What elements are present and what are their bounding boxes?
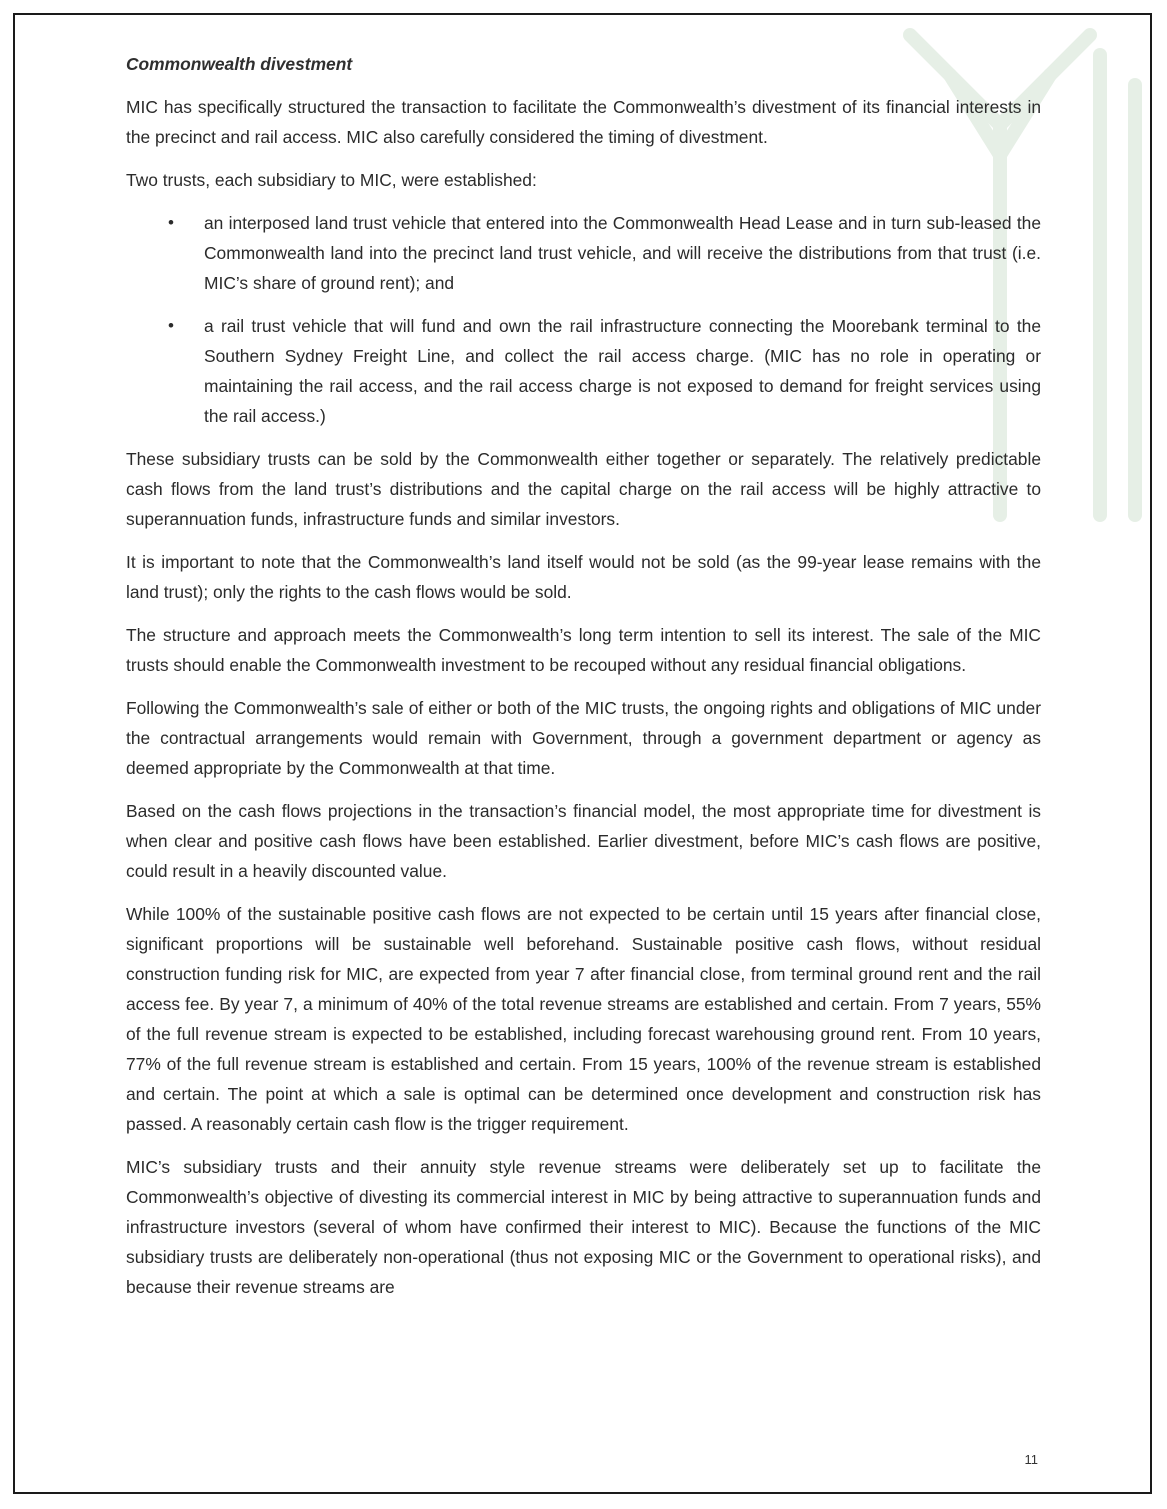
bullet-text: a rail trust vehicle that will fund and own the rail infrastructure connecting the Moorebank terminal to the Southern Sydney Freight Line, and collect the rail access charge. (MIC has no role in operating or maintaining the rail access, and the rail access charge is not exposed to demand for freight services using the rail access.) (204, 316, 1041, 426)
paragraph: These subsidiary trusts can be sold by the Commonwealth either together or separately. The relatively predictable cash flows from the land trust’s distributions and the capital charge on the rail access will be highly attractive to superannuation funds, infrastructure funds and similar investors. (126, 449, 1041, 529)
document-body (126, 49, 1041, 1315)
bullet-dot-icon: • (168, 316, 174, 335)
paragraph: Based on the cash flows projections in the transaction’s financial model, the most appropriate time for divestment is when clear and positive cash flows have been established. Earlier divestment, before MIC’s cash flows are positive, could result in a heavily discounted value. (126, 801, 1041, 881)
page-number: 11 (1024, 1452, 1038, 1467)
paragraph: Two trusts, each subsidiary to MIC, were established: (126, 170, 537, 190)
bullet-text: an interposed land trust vehicle that entered into the Commonwealth Head Lease and in turn sub-leased the Commonwealth land into the precinct land trust vehicle, and will receive the distributions from that trust (i.e. MIC’s share of ground rent); and (204, 213, 1041, 293)
paragraph: Following the Commonwealth’s sale of either or both of the MIC trusts, the ongoing rights and obligations of MIC under the contractual arrangements would remain with Government, through a government department or agency as deemed appropriate by the Commonwealth at that time. (126, 698, 1041, 778)
bullet-item (126, 208, 1041, 298)
bullet-item (126, 311, 1041, 431)
paragraph: While 100% of the sustainable positive cash flows are not expected to be certain until 15 years after financial close, significant proportions will be sustainable well beforehand. Sustainable positive cash flows, without residual construction funding risk for MIC, are expected from year 7 after financial close, from terminal ground rent and the rail access fee. By year 7, a minimum of 40% of the total revenue streams are established and certain. From 7 years, 55% of the full revenue stream is expected to be established, including forecast warehousing ground rent. From 10 years, 77% of the full revenue stream is established and certain. From 15 years, 100% of the revenue stream is established and certain. The point at which a sale is optimal can be determined once development and construction risk has passed. A reasonably certain cash flow is the trigger requirement. (126, 904, 1041, 1134)
section-heading: Commonwealth divestment (126, 54, 353, 74)
document-page (13, 13, 1152, 1494)
bullet-dot-icon: • (168, 213, 174, 232)
paragraph: MIC has specifically structured the transaction to facilitate the Commonwealth’s divestment of its financial interests in the precinct and rail access. MIC also carefully considered the timing of divestment. (126, 97, 1041, 147)
bullet-list (126, 208, 1041, 431)
paragraph: The structure and approach meets the Commonwealth’s long term intention to sell its interest. The sale of the MIC trusts should enable the Commonwealth investment to be recouped without any residual financial obligations. (126, 625, 1041, 675)
paragraph: MIC’s subsidiary trusts and their annuity style revenue streams were deliberately set up to facilitate the Commonwealth’s objective of divesting its commercial interest in MIC by being attractive to superannuation funds and infrastructure investors (several of whom have confirmed their interest to MIC). Because the functions of the MIC subsidiary trusts are deliberately non-operational (thus not exposing MIC or the Government to operational risks), and because their revenue streams are (126, 1157, 1041, 1297)
paragraph: It is important to note that the Commonwealth’s land itself would not be sold (as the 99-year lease remains with the land trust); only the rights to the cash flows would be sold. (126, 552, 1041, 602)
